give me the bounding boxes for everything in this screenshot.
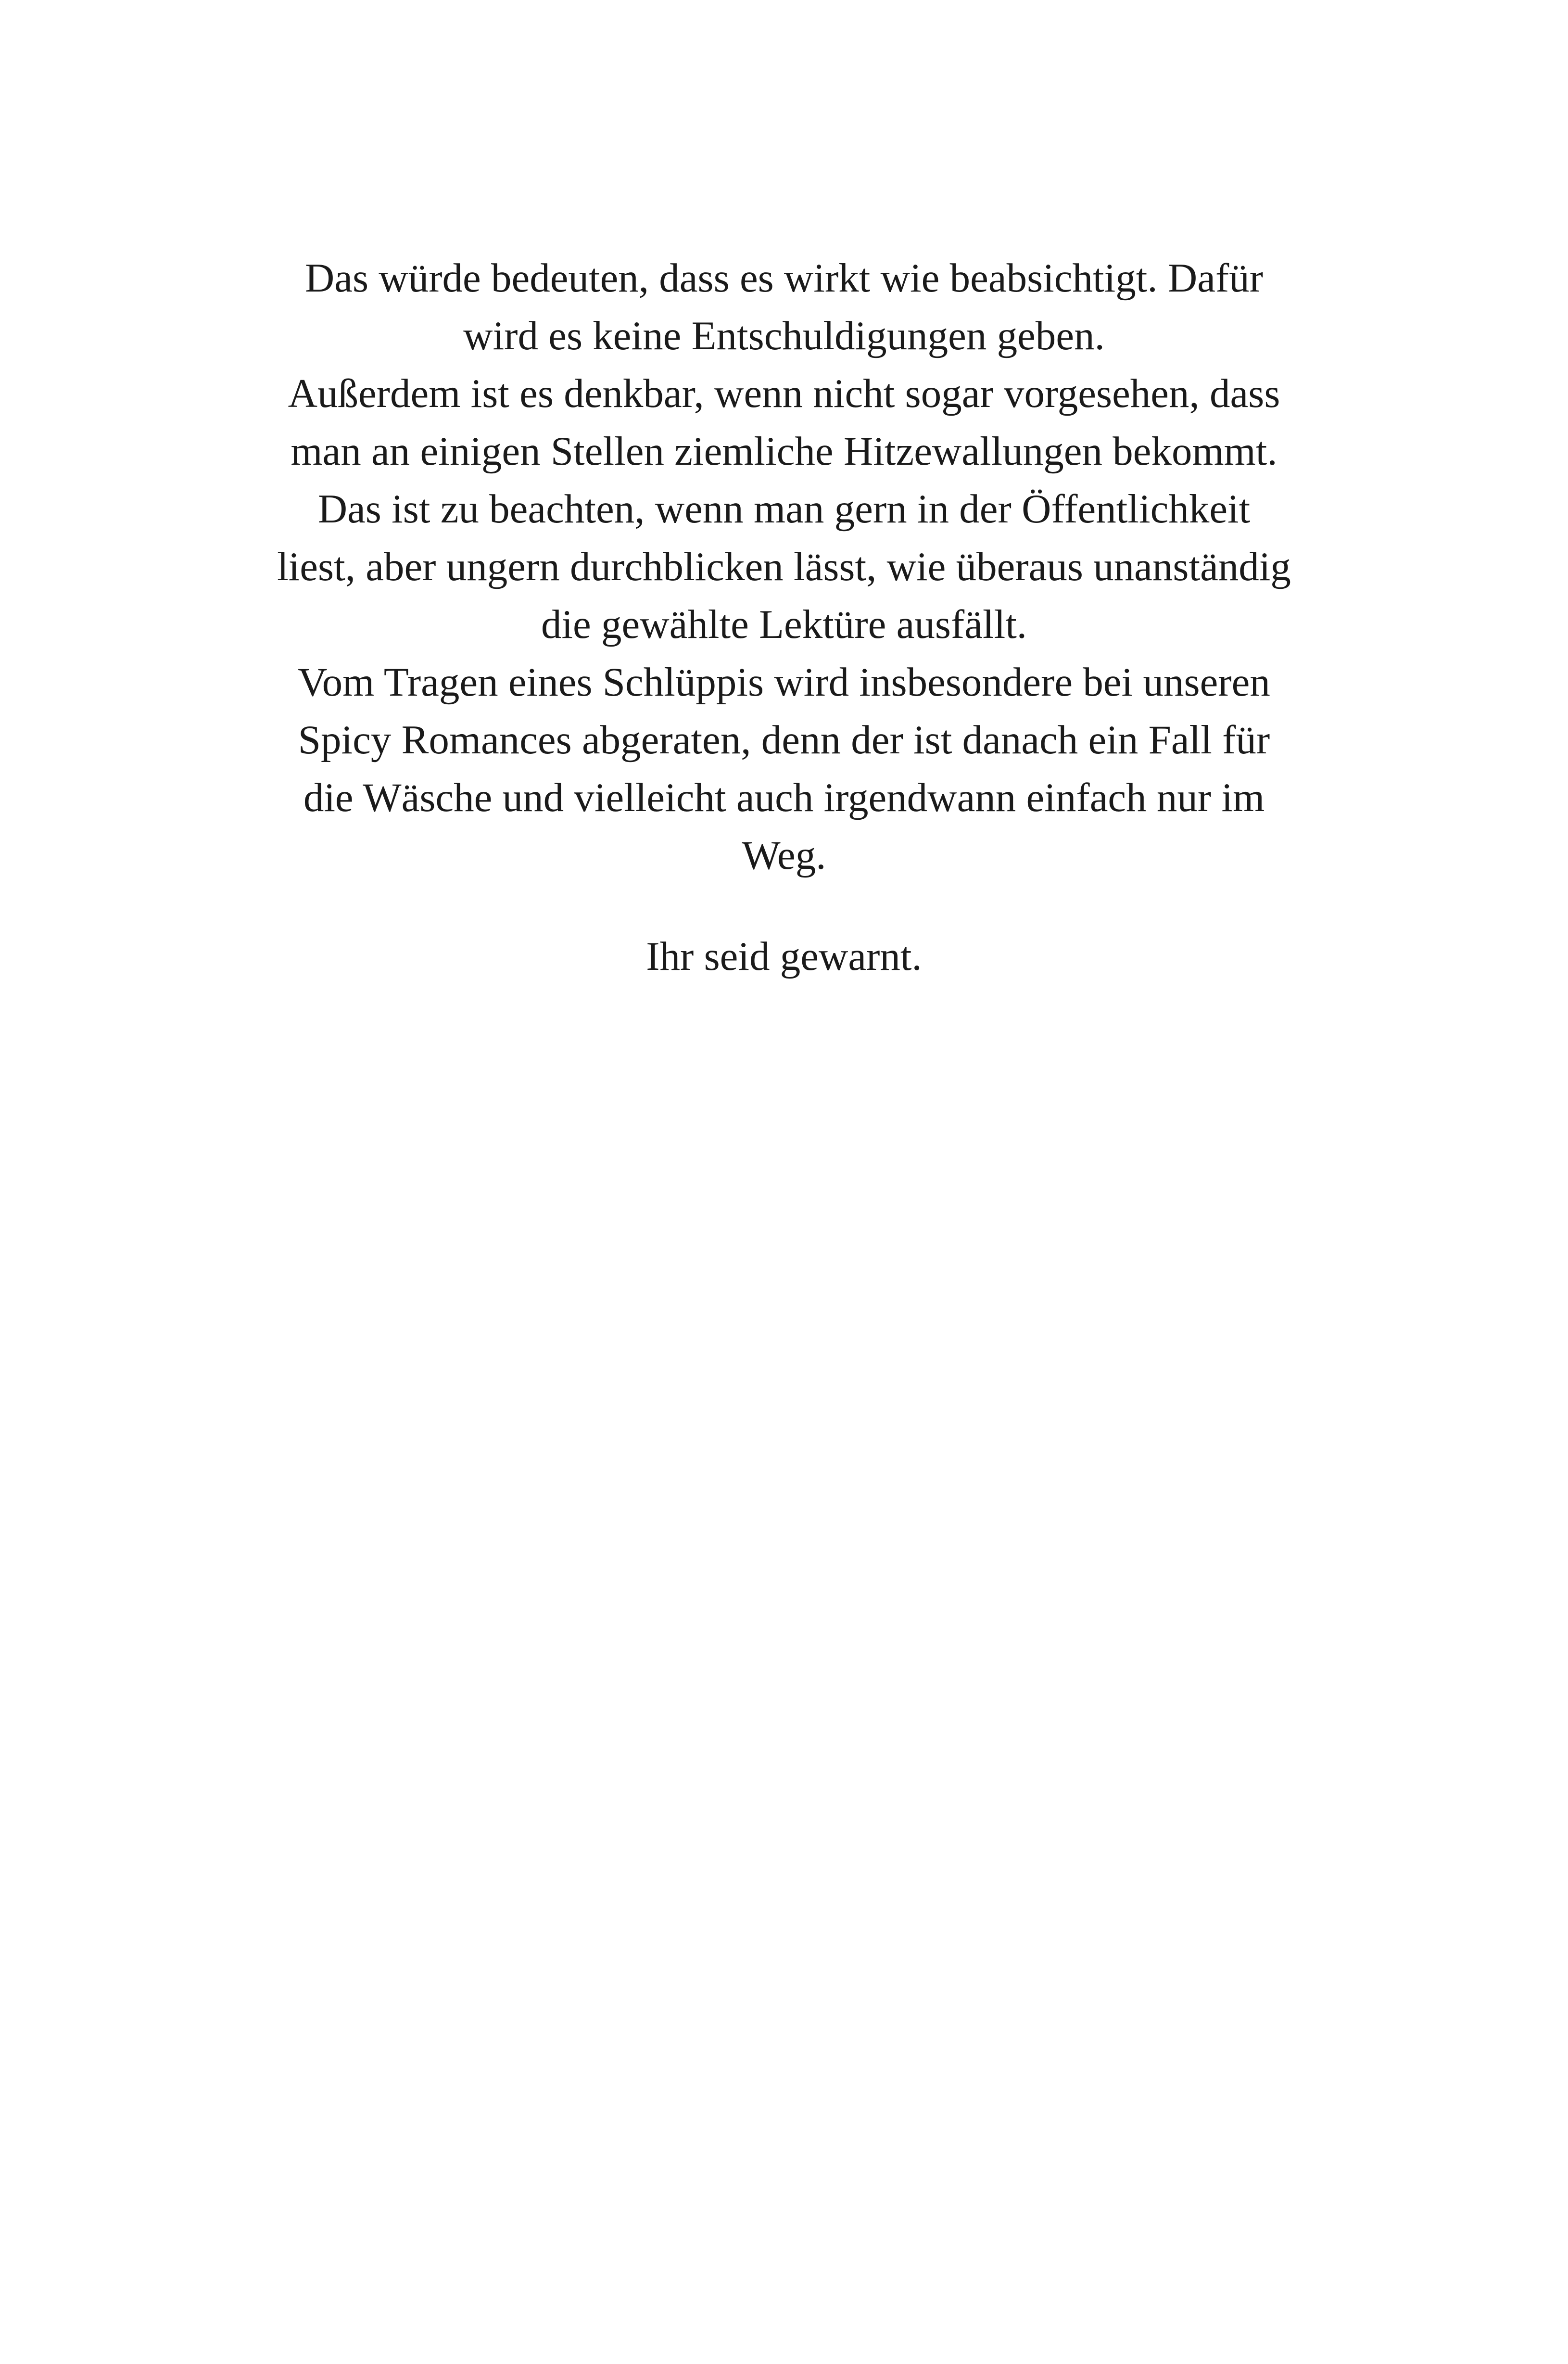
- paragraph-line: Das ist zu beachten, wenn man gern in der Öffentlichkeit: [317, 486, 1251, 532]
- paragraph-line: die gewählte Lektüre ausfällt.: [541, 602, 1027, 647]
- closing-line: Ihr seid gewarnt.: [646, 934, 922, 979]
- paragraph-line: Spicy Romances abgeraten, denn der ist danach ein Fall für: [298, 717, 1270, 763]
- paragraph-line: Außerdem ist es denkbar, wenn nicht sogar vorgesehen, dass: [288, 371, 1280, 416]
- paragraph-line: Das würde bedeuten, dass es wirkt wie beabsichtigt. Dafür: [304, 255, 1264, 301]
- paragraph-line: die Wäsche und vielleicht auch irgendwann einfach nur im: [303, 775, 1265, 820]
- paragraph-line: Weg.: [742, 833, 826, 878]
- paragraph-line: liest, aber ungern durchblicken lässt, wie überaus unanständig: [277, 544, 1291, 589]
- paragraph-line: man an einigen Stellen ziemliche Hitzewallungen bekommt.: [291, 429, 1277, 474]
- body-paragraph: [231, 249, 1337, 884]
- paragraph-line: Vom Tragen eines Schlüppis wird insbesondere bei unseren: [298, 660, 1270, 705]
- paragraph-line: wird es keine Entschuldigungen geben.: [463, 313, 1105, 358]
